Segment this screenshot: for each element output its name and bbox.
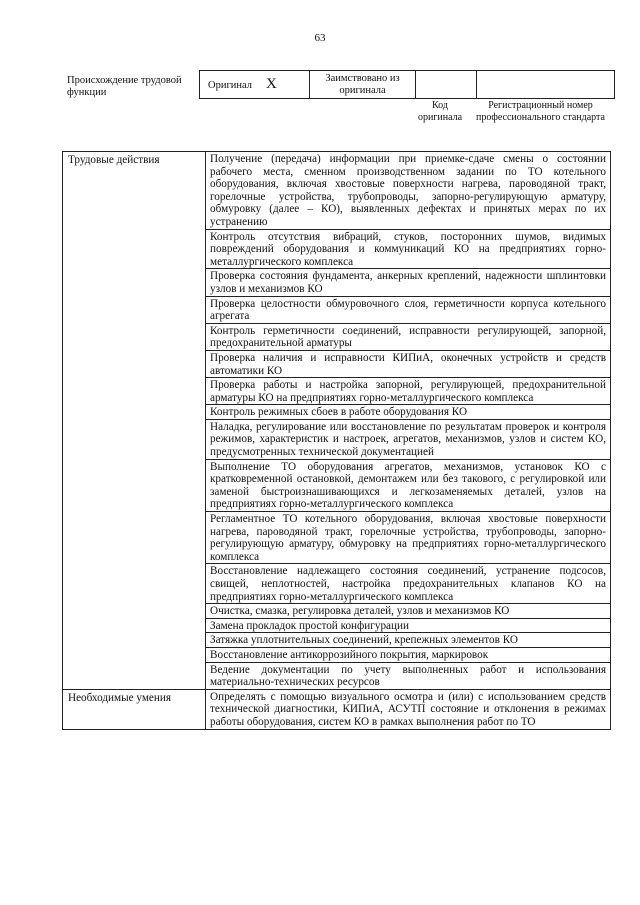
list-item: Проверка наличия и исправности КИПиА, оконечных устройств и средств автоматики КО	[206, 351, 610, 378]
reg-number-caption: Регистрационный номер профессионального стандарта	[476, 100, 605, 123]
list-item: Получение (передача) информации при приемке-сдаче смены о состоянии рабочего места, сменном производственном задании по ТО котельного оборудования, включая хвостовые поверхности нагрева, пароводяной тракт, горелочные устройства, трубопроводы, запорно-регулирующую арматуру, обмуровку (далее – КО), выявленных дефектах и принятых мерах по их устранению	[206, 152, 610, 230]
list-item: Контроль герметичности соединений, исправности регулирующей, запорной, предохранительной арматуры	[206, 324, 610, 351]
list-item: Проверка работы и настройка запорной, регулирующей, предохранительной арматуры КО на предприятиях горно-металлургического комплекса	[206, 378, 610, 405]
section-label: Трудовые действия	[63, 152, 206, 690]
list-item: Восстановление антикоррозийного покрытия, маркировок	[206, 648, 610, 663]
list-item: Ведение документации по учету выполненных работ и использования материально-технических ресурсов	[210, 663, 606, 689]
list-item: Контроль отсутствия вибраций, стуков, посторонних шумов, видимых повреждений оборудования и коммуникаций КО на предприятиях горно-металлургического комплекса	[206, 230, 610, 270]
list-item: Восстановление надлежащего состояния соединений, устранение подсосов, свищей, неплотностей, настройка предохранительных клапанов КО на предприятиях горно-металлургического комплекса	[206, 564, 610, 604]
section-row	[63, 152, 611, 690]
reg-number-cell	[477, 71, 615, 99]
functions-table	[62, 151, 611, 730]
original-label: Оригинал	[208, 80, 252, 91]
origin-label: Происхождение трудовой функции	[67, 75, 182, 98]
list-item: Определять с помощью визуального осмотра и (или) с использованием средств технической диагностики, КИПиА, АСУТП состояние и отклонения в режимах работы оборудования, систем КО в рамках выполнения работ по ТО	[210, 690, 606, 728]
borrowed-cell: Заимствовано из оригинала	[310, 71, 416, 99]
original-cell	[200, 71, 310, 99]
list-item: Очистка, смазка, регулировка деталей, узлов и механизмов КО	[206, 604, 610, 619]
list-item: Проверка состояния фундамента, анкерных креплений, надежности шплинтовки узлов и механизмов КО	[206, 269, 610, 296]
section-row	[63, 689, 611, 729]
section-label: Необходимые умения	[63, 689, 206, 729]
code-caption: Код оригинала	[417, 100, 463, 123]
list-item: Выполнение ТО оборудования агрегатов, механизмов, установок КО с кратковременной остановкой, демонтажем или без такового, с регулировкой или заменой быстроизнашивающихся и легкозаменяемых деталей, узлов на предприятиях горно-металлургического комплекса	[206, 460, 610, 512]
list-item: Контроль режимных сбоев в работе оборудования КО	[206, 405, 610, 420]
original-mark: X	[266, 76, 277, 92]
list-item: Замена прокладок простой конфигурации	[206, 619, 610, 634]
list-item: Затяжка уплотнительных соединений, крепежных элементов КО	[206, 633, 610, 648]
list-item: Проверка целостности обмуровочного слоя, герметичности корпуса котельного агрегата	[206, 297, 610, 324]
list-item: Наладка, регулирование или восстановление по результатам проверок и контроля режимов, характеристик и настроек, агрегатов, механизмов, узлов и систем КО, предусмотренных технической документацией	[206, 420, 610, 460]
page-number: 63	[314, 32, 326, 44]
origin-table	[199, 70, 615, 99]
list-item: Регламентное ТО котельного оборудования, включая хвостовые поверхности нагрева, пароводяной тракт, горелочные устройства, трубопроводы, запорно-регулирующую арматуру, обмуровку на предприятиях горно-металлургического комплекса	[206, 512, 610, 564]
section-items	[206, 152, 611, 690]
section-items	[206, 689, 611, 729]
code-cell	[416, 71, 477, 99]
